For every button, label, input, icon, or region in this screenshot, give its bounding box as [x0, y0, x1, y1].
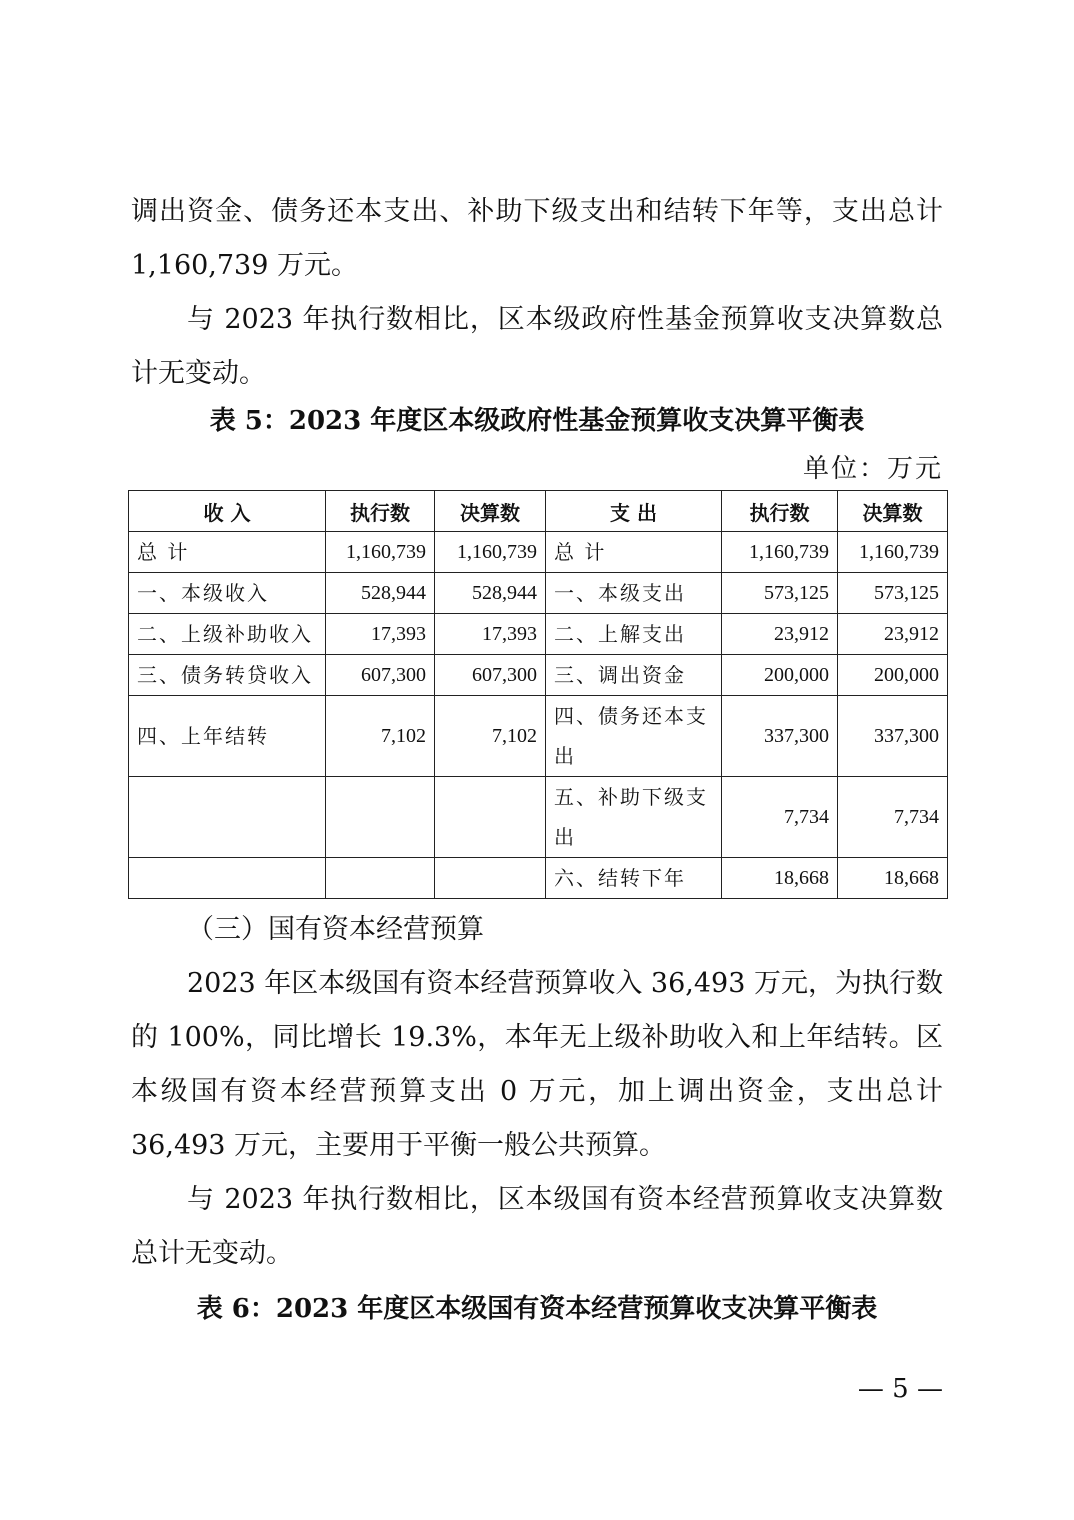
expenditure-label: 四、债务还本支出 [546, 696, 722, 777]
income-final [435, 858, 546, 899]
income-label: 三、债务转贷收入 [129, 655, 326, 696]
income-executed: 607,300 [326, 655, 435, 696]
table-row [129, 573, 948, 614]
expenditure-executed: 200,000 [722, 655, 838, 696]
expenditure-label: 六、结转下年 [546, 858, 722, 899]
expenditure-label: 一、本级支出 [546, 573, 722, 614]
expenditure-label: 二、上解支出 [546, 614, 722, 655]
income-label: 四、上年结转 [129, 696, 326, 777]
income-label [129, 858, 326, 899]
section-heading-state-capital: （三）国有资本经营预算 [187, 914, 484, 945]
table-row [129, 532, 948, 573]
paragraph-expenditure-summary: 调出资金、债务还本支出、补助下级支出和结转下年等，支出总计1,160,739 万元。 [131, 196, 943, 281]
expenditure-final: 18,668 [838, 858, 948, 899]
paragraph-state-capital-comparison: 与 2023 年执行数相比，区本级国有资本经营预算收支决算数总计无变动。 [131, 1184, 943, 1269]
income-final: 1,160,739 [435, 532, 546, 573]
income-executed: 528,944 [326, 573, 435, 614]
expenditure-label: 三、调出资金 [546, 655, 722, 696]
expenditure-executed: 7,734 [722, 777, 838, 858]
header-income-final: 决算数 [435, 491, 546, 532]
table-row [129, 696, 948, 777]
table6-caption: 表 6：2023 年度区本级国有资本经营预算收支决算平衡表 [196, 1294, 878, 1324]
expenditure-executed: 23,912 [722, 614, 838, 655]
table5 [128, 490, 948, 899]
expenditure-final: 200,000 [838, 655, 948, 696]
expenditure-final: 573,125 [838, 573, 948, 614]
paragraph-state-capital-summary: 2023 年区本级国有资本经营预算收入 36,493 万元，为执行数的 100%，同比增长 19.3%，本年无上级补助收入和上年结转。区本级国有资本经营预算支出 0 万元，加上调出资金，支出总计36,493 万元，主要用于平衡一般公共预算。 [131, 968, 943, 1161]
table-row [129, 655, 948, 696]
income-final: 528,944 [435, 573, 546, 614]
income-final [435, 777, 546, 858]
expenditure-final: 1,160,739 [838, 532, 948, 573]
income-final: 607,300 [435, 655, 546, 696]
expenditure-executed: 573,125 [722, 573, 838, 614]
header-expenditure-final: 决算数 [838, 491, 948, 532]
income-executed [326, 858, 435, 899]
expenditure-label: 总 计 [546, 532, 722, 573]
expenditure-executed: 18,668 [722, 858, 838, 899]
income-executed: 1,160,739 [326, 532, 435, 573]
header-income-executed: 执行数 [326, 491, 435, 532]
income-label [129, 777, 326, 858]
expenditure-final: 23,912 [838, 614, 948, 655]
header-income: 收 入 [129, 491, 326, 532]
income-final: 17,393 [435, 614, 546, 655]
table-row [129, 777, 948, 858]
expenditure-executed: 337,300 [722, 696, 838, 777]
table5-unit: 单位：万元 [802, 454, 943, 484]
income-final: 7,102 [435, 696, 546, 777]
page-number: — 5 — [857, 1374, 943, 1404]
income-label: 一、本级收入 [129, 573, 326, 614]
income-label: 总 计 [129, 532, 326, 573]
header-expenditure-executed: 执行数 [722, 491, 838, 532]
table5-header-row [129, 491, 948, 532]
paragraph-fund-comparison: 与 2023 年执行数相比，区本级政府性基金预算收支决算数总计无变动。 [131, 304, 943, 389]
expenditure-final: 7,734 [838, 777, 948, 858]
header-expenditure: 支 出 [546, 491, 722, 532]
income-executed: 7,102 [326, 696, 435, 777]
table-row [129, 858, 948, 899]
income-executed [326, 777, 435, 858]
table-row [129, 614, 948, 655]
income-executed: 17,393 [326, 614, 435, 655]
expenditure-executed: 1,160,739 [722, 532, 838, 573]
income-label: 二、上级补助收入 [129, 614, 326, 655]
table5-caption: 表 5：2023 年度区本级政府性基金预算收支决算平衡表 [209, 406, 865, 436]
expenditure-label: 五、补助下级支出 [546, 777, 722, 858]
expenditure-final: 337,300 [838, 696, 948, 777]
